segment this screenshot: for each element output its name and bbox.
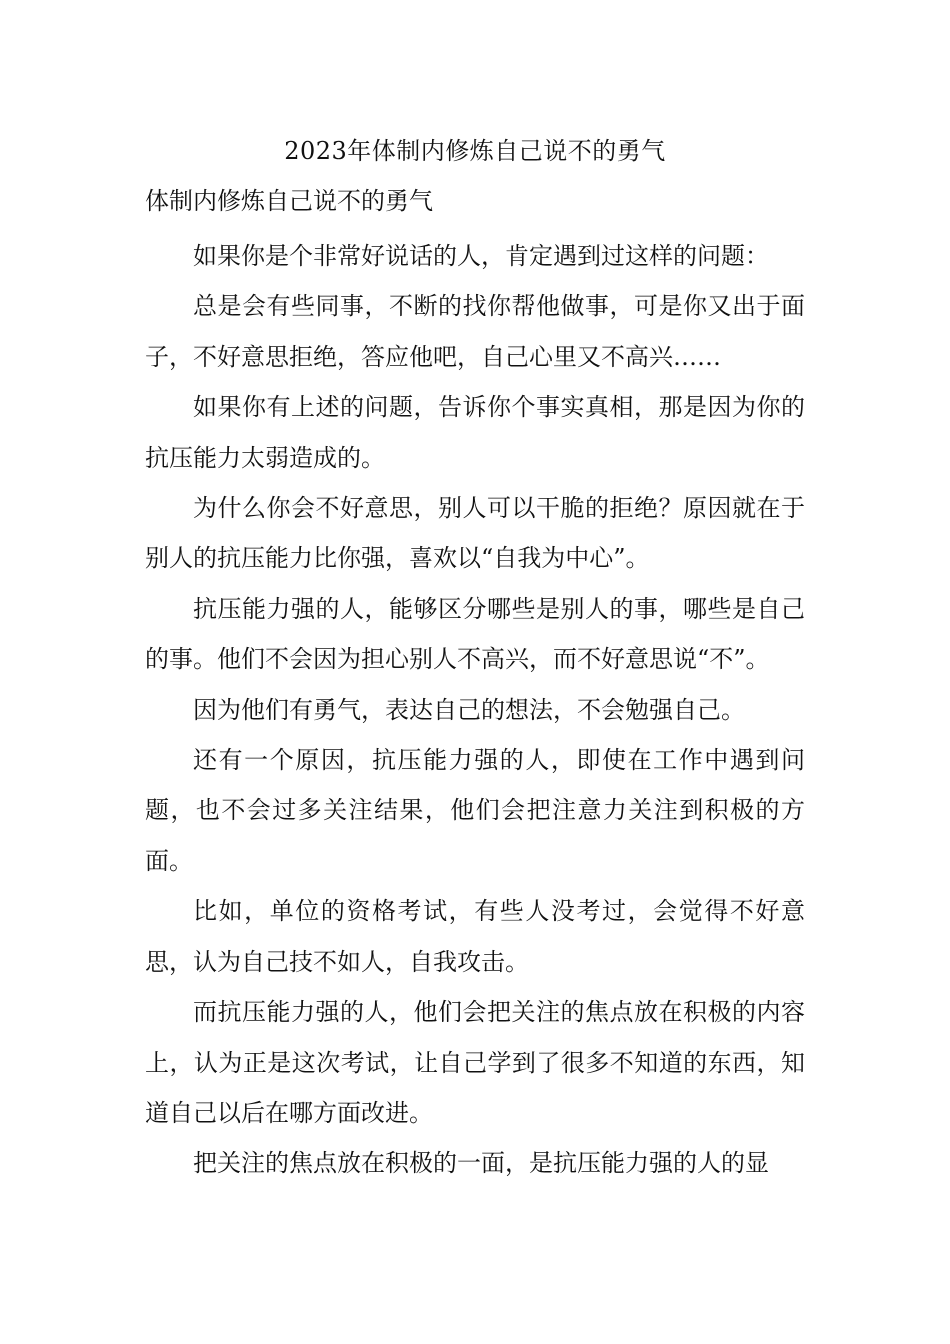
- paragraph-1: 如果你是个非常好说话的人，肯定遇到过这样的问题：: [193, 242, 769, 270]
- paragraph-5: 抗压能力强的人，能够区分哪些是别人的事，哪些是自己的事。他们不会因为担心别人不高兴，而不好意思说“不”。: [145, 594, 805, 674]
- paragraph-10: 把关注的焦点放在积极的一面，是抗压能力强的人的显: [193, 1149, 769, 1178]
- paragraph-9: 而抗压能力强的人，他们会把关注的焦点放在积极的内容上，认为正是这次考试，让自己学到了很多不知道的东西，知道自己以后在哪方面改进。: [145, 998, 805, 1127]
- document-subtitle: 体制内修炼自己说不的勇气: [145, 187, 433, 215]
- paragraph-3: 如果你有上述的问题，告诉你个事实真相，那是因为你的抗压能力太弱造成的。: [145, 393, 805, 472]
- paragraph-6: 因为他们有勇气，表达自己的想法，不会勉强自己。: [193, 695, 745, 724]
- paragraph-8: 比如，单位的资格考试，有些人没考过，会觉得不好意思，认为自己技不如人，自我攻击。: [145, 897, 805, 976]
- paragraph-4: 为什么你会不好意思，别人可以干脆的拒绝？原因就在于别人的抗压能力比你强，喜欢以“自我为中心”。: [145, 494, 805, 573]
- paragraph-7: 还有一个原因，抗压能力强的人，即使在工作中遇到问题，也不会过多关注结果，他们会把注意力关注到积极的方面。: [145, 746, 805, 875]
- document-body: [145, 231, 805, 1189]
- paragraph-2: 总是会有些同事，不断的找你帮他做事，可是你又出于面子，不好意思拒绝，答应他吧，自己心里又不高兴……: [145, 292, 805, 371]
- document-title: 2023年体制内修炼自己说不的勇气: [284, 137, 666, 165]
